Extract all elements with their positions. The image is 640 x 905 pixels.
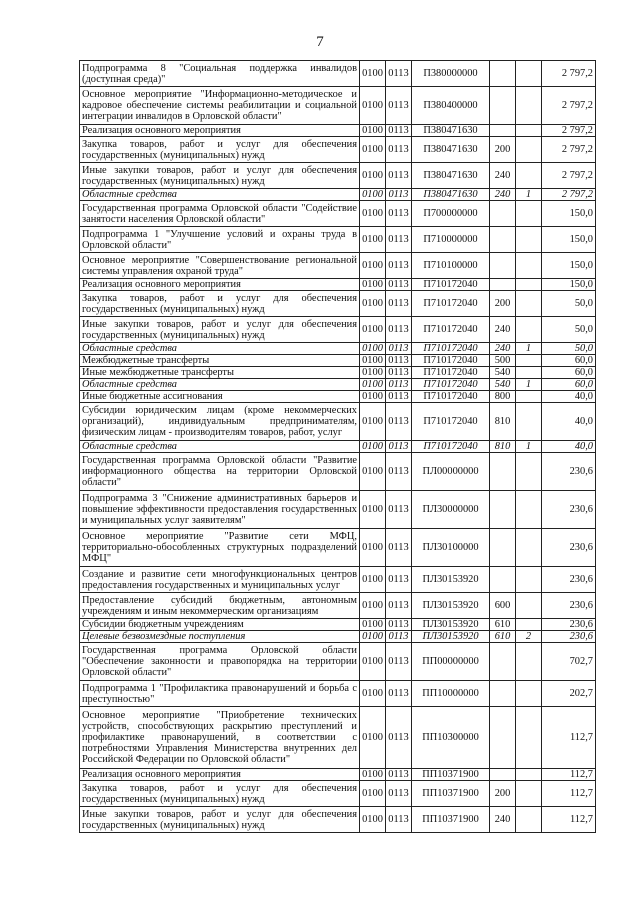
section-code: 0113 <box>386 391 412 403</box>
grbs-code: 0100 <box>360 367 386 379</box>
amount: 150,0 <box>542 253 596 279</box>
item-name: Иные бюджетные ассигнования <box>80 391 360 403</box>
funding-source-code <box>516 87 542 125</box>
funding-source-code: 1 <box>516 379 542 391</box>
section-code: 0113 <box>386 163 412 189</box>
item-name: Закупка товаров, работ и услуг для обеспечения государственных (муниципальных) нужд <box>80 291 360 317</box>
section-code: 0113 <box>386 227 412 253</box>
grbs-code: 0100 <box>360 279 386 291</box>
amount: 60,0 <box>542 367 596 379</box>
section-code: 0113 <box>386 781 412 807</box>
target-article-code: П710172040 <box>412 279 490 291</box>
table-row <box>80 201 596 227</box>
item-name: Предоставление субсидий бюджетным, автономным учреждениям и иным некоммерческим организациям <box>80 593 360 619</box>
funding-source-code <box>516 529 542 567</box>
grbs-code: 0100 <box>360 125 386 137</box>
section-code: 0113 <box>386 567 412 593</box>
item-name: Иные закупки товаров, работ и услуг для обеспечения государственных (муниципальных) нужд <box>80 163 360 189</box>
expense-type-code <box>490 707 516 769</box>
funding-source-code <box>516 137 542 163</box>
table-row <box>80 279 596 291</box>
table-row <box>80 769 596 781</box>
amount: 50,0 <box>542 317 596 343</box>
funding-source-code <box>516 807 542 833</box>
section-code: 0113 <box>386 453 412 491</box>
amount: 2 797,2 <box>542 189 596 201</box>
grbs-code: 0100 <box>360 769 386 781</box>
expense-type-code: 200 <box>490 137 516 163</box>
section-code: 0113 <box>386 367 412 379</box>
section-code: 0113 <box>386 593 412 619</box>
target-article-code: П710172040 <box>412 367 490 379</box>
item-name: Иные закупки товаров, работ и услуг для обеспечения государственных (муниципальных) нужд <box>80 317 360 343</box>
grbs-code: 0100 <box>360 619 386 631</box>
amount: 202,7 <box>542 681 596 707</box>
funding-source-code <box>516 61 542 87</box>
target-article-code: П380471630 <box>412 137 490 163</box>
table-row <box>80 619 596 631</box>
target-article-code: П710172040 <box>412 391 490 403</box>
item-name: Субсидии юридическим лицам (кроме некоммерческих организаций), индивидуальным предпринимателям, физическим лицам - производителям товаров, работ, услуг <box>80 403 360 441</box>
budget-table-body <box>80 61 596 833</box>
grbs-code: 0100 <box>360 355 386 367</box>
item-name: Реализация основного мероприятия <box>80 279 360 291</box>
expense-type-code: 240 <box>490 189 516 201</box>
target-article-code: П380400000 <box>412 87 490 125</box>
section-code: 0113 <box>386 441 412 453</box>
section-code: 0113 <box>386 137 412 163</box>
funding-source-code: 2 <box>516 631 542 643</box>
table-row <box>80 163 596 189</box>
amount: 2 797,2 <box>542 87 596 125</box>
expense-type-code <box>490 125 516 137</box>
section-code: 0113 <box>386 379 412 391</box>
expense-type-code: 240 <box>490 317 516 343</box>
amount: 230,6 <box>542 593 596 619</box>
item-name: Реализация основного мероприятия <box>80 125 360 137</box>
table-row <box>80 807 596 833</box>
target-article-code: ПП10371900 <box>412 807 490 833</box>
amount: 230,6 <box>542 491 596 529</box>
grbs-code: 0100 <box>360 317 386 343</box>
target-article-code: ПЛ30153920 <box>412 631 490 643</box>
budget-table <box>79 60 596 833</box>
funding-source-code <box>516 391 542 403</box>
expense-type-code: 200 <box>490 781 516 807</box>
target-article-code: П380471630 <box>412 125 490 137</box>
table-row <box>80 137 596 163</box>
table-row <box>80 567 596 593</box>
grbs-code: 0100 <box>360 781 386 807</box>
grbs-code: 0100 <box>360 491 386 529</box>
table-row <box>80 379 596 391</box>
expense-type-code <box>490 279 516 291</box>
item-name: Областные средства <box>80 441 360 453</box>
table-row <box>80 125 596 137</box>
funding-source-code: 1 <box>516 343 542 355</box>
section-code: 0113 <box>386 643 412 681</box>
expense-type-code: 500 <box>490 355 516 367</box>
target-article-code: ПП10371900 <box>412 781 490 807</box>
target-article-code: П380471630 <box>412 163 490 189</box>
item-name: Подпрограмма 8 "Социальная поддержка инвалидов (доступная среда)" <box>80 61 360 87</box>
target-article-code: П380000000 <box>412 61 490 87</box>
amount: 2 797,2 <box>542 125 596 137</box>
funding-source-code <box>516 453 542 491</box>
item-name: Областные средства <box>80 343 360 355</box>
target-article-code: ПЛ00000000 <box>412 453 490 491</box>
section-code: 0113 <box>386 253 412 279</box>
funding-source-code <box>516 681 542 707</box>
amount: 230,6 <box>542 567 596 593</box>
grbs-code: 0100 <box>360 137 386 163</box>
target-article-code: ПП10300000 <box>412 707 490 769</box>
funding-source-code <box>516 125 542 137</box>
item-name: Межбюджетные трансферты <box>80 355 360 367</box>
table-row <box>80 189 596 201</box>
item-name: Подпрограмма 1 "Улучшение условий и охраны труда в Орловской области" <box>80 227 360 253</box>
expense-type-code <box>490 87 516 125</box>
section-code: 0113 <box>386 707 412 769</box>
section-code: 0113 <box>386 291 412 317</box>
item-name: Подпрограмма 1 "Профилактика правонарушений и борьба с преступностью" <box>80 681 360 707</box>
item-name: Создание и развитие сети многофункциональных центров предоставления государственных и муниципальных услуг <box>80 567 360 593</box>
section-code: 0113 <box>386 279 412 291</box>
item-name: Закупка товаров, работ и услуг для обеспечения государственных (муниципальных) нужд <box>80 137 360 163</box>
section-code: 0113 <box>386 317 412 343</box>
section-code: 0113 <box>386 681 412 707</box>
amount: 2 797,2 <box>542 163 596 189</box>
grbs-code: 0100 <box>360 189 386 201</box>
grbs-code: 0100 <box>360 441 386 453</box>
section-code: 0113 <box>386 87 412 125</box>
grbs-code: 0100 <box>360 343 386 355</box>
grbs-code: 0100 <box>360 391 386 403</box>
expense-type-code: 540 <box>490 379 516 391</box>
grbs-code: 0100 <box>360 529 386 567</box>
expense-type-code <box>490 769 516 781</box>
funding-source-code <box>516 643 542 681</box>
funding-source-code <box>516 355 542 367</box>
table-row <box>80 87 596 125</box>
table-row <box>80 631 596 643</box>
amount: 230,6 <box>542 453 596 491</box>
funding-source-code: 1 <box>516 441 542 453</box>
grbs-code: 0100 <box>360 227 386 253</box>
amount: 230,6 <box>542 529 596 567</box>
grbs-code: 0100 <box>360 681 386 707</box>
item-name: Основное мероприятие "Информационно-методическое и кадровое обеспечение системы реабилитации и социальной интеграции инвалидов в Орловской области" <box>80 87 360 125</box>
target-article-code: П710172040 <box>412 317 490 343</box>
amount: 150,0 <box>542 227 596 253</box>
grbs-code: 0100 <box>360 87 386 125</box>
table-row <box>80 343 596 355</box>
expense-type-code <box>490 61 516 87</box>
table-row <box>80 681 596 707</box>
expense-type-code <box>490 681 516 707</box>
grbs-code: 0100 <box>360 593 386 619</box>
target-article-code: ПЛ30100000 <box>412 529 490 567</box>
grbs-code: 0100 <box>360 807 386 833</box>
funding-source-code <box>516 403 542 441</box>
grbs-code: 0100 <box>360 707 386 769</box>
expense-type-code: 800 <box>490 391 516 403</box>
funding-source-code: 1 <box>516 189 542 201</box>
item-name: Областные средства <box>80 189 360 201</box>
expense-type-code: 610 <box>490 619 516 631</box>
target-article-code: П710172040 <box>412 291 490 317</box>
table-row <box>80 291 596 317</box>
target-article-code: ПП10000000 <box>412 681 490 707</box>
item-name: Государственная программа Орловской области "Содействие занятости населения Орловской области" <box>80 201 360 227</box>
amount: 40,0 <box>542 403 596 441</box>
amount: 40,0 <box>542 441 596 453</box>
target-article-code: П710000000 <box>412 227 490 253</box>
funding-source-code <box>516 291 542 317</box>
section-code: 0113 <box>386 529 412 567</box>
grbs-code: 0100 <box>360 643 386 681</box>
grbs-code: 0100 <box>360 403 386 441</box>
amount: 230,6 <box>542 631 596 643</box>
table-row <box>80 593 596 619</box>
target-article-code: П710172040 <box>412 343 490 355</box>
item-name: Государственная программа Орловской области "Развитие информационного общества на территории Орловской области" <box>80 453 360 491</box>
target-article-code: П710172040 <box>412 379 490 391</box>
funding-source-code <box>516 279 542 291</box>
item-name: Иные закупки товаров, работ и услуг для обеспечения государственных (муниципальных) нужд <box>80 807 360 833</box>
grbs-code: 0100 <box>360 253 386 279</box>
section-code: 0113 <box>386 807 412 833</box>
grbs-code: 0100 <box>360 61 386 87</box>
amount: 150,0 <box>542 201 596 227</box>
item-name: Реализация основного мероприятия <box>80 769 360 781</box>
table-row <box>80 453 596 491</box>
grbs-code: 0100 <box>360 163 386 189</box>
table-row <box>80 253 596 279</box>
funding-source-code <box>516 781 542 807</box>
item-name: Основное мероприятие "Развитие сети МФЦ, территориально-обособленных структурных подразделений МФЦ" <box>80 529 360 567</box>
table-row <box>80 355 596 367</box>
target-article-code: ПП10371900 <box>412 769 490 781</box>
grbs-code: 0100 <box>360 567 386 593</box>
amount: 702,7 <box>542 643 596 681</box>
table-row <box>80 491 596 529</box>
target-article-code: П380471630 <box>412 189 490 201</box>
section-code: 0113 <box>386 355 412 367</box>
table-row <box>80 403 596 441</box>
amount: 112,7 <box>542 707 596 769</box>
table-row <box>80 391 596 403</box>
item-name: Подпрограмма 3 "Снижение административных барьеров и повышение эффективности предоставления государственных и муниципальных услуг заявителям" <box>80 491 360 529</box>
expense-type-code <box>490 253 516 279</box>
expense-type-code <box>490 201 516 227</box>
funding-source-code <box>516 367 542 379</box>
table-row <box>80 643 596 681</box>
table-row <box>80 227 596 253</box>
funding-source-code <box>516 491 542 529</box>
table-row <box>80 441 596 453</box>
expense-type-code: 540 <box>490 367 516 379</box>
expense-type-code: 240 <box>490 343 516 355</box>
funding-source-code <box>516 163 542 189</box>
item-name: Областные средства <box>80 379 360 391</box>
section-code: 0113 <box>386 189 412 201</box>
item-name: Основное мероприятие "Приобретение технических устройств, способствующих раскрытию преступлений и профилактике правонарушений, в соответствии с потребностями Управления Министерства внутренних дел Российской Федерации по Орловской области" <box>80 707 360 769</box>
target-article-code: П710172040 <box>412 441 490 453</box>
grbs-code: 0100 <box>360 291 386 317</box>
section-code: 0113 <box>386 491 412 529</box>
expense-type-code: 200 <box>490 291 516 317</box>
section-code: 0113 <box>386 61 412 87</box>
expense-type-code: 240 <box>490 163 516 189</box>
target-article-code: ПЛ30000000 <box>412 491 490 529</box>
expense-type-code: 810 <box>490 403 516 441</box>
funding-source-code <box>516 201 542 227</box>
grbs-code: 0100 <box>360 201 386 227</box>
funding-source-code <box>516 227 542 253</box>
section-code: 0113 <box>386 619 412 631</box>
expense-type-code <box>490 643 516 681</box>
expense-type-code <box>490 227 516 253</box>
section-code: 0113 <box>386 201 412 227</box>
table-row <box>80 529 596 567</box>
table-row <box>80 317 596 343</box>
amount: 2 797,2 <box>542 61 596 87</box>
target-article-code: П710100000 <box>412 253 490 279</box>
page-number: 7 <box>316 34 324 50</box>
expense-type-code: 610 <box>490 631 516 643</box>
funding-source-code <box>516 567 542 593</box>
amount: 112,7 <box>542 807 596 833</box>
funding-source-code <box>516 619 542 631</box>
section-code: 0113 <box>386 631 412 643</box>
funding-source-code <box>516 707 542 769</box>
grbs-code: 0100 <box>360 631 386 643</box>
expense-type-code <box>490 491 516 529</box>
section-code: 0113 <box>386 125 412 137</box>
item-name: Закупка товаров, работ и услуг для обеспечения государственных (муниципальных) нужд <box>80 781 360 807</box>
funding-source-code <box>516 317 542 343</box>
amount: 230,6 <box>542 619 596 631</box>
funding-source-code <box>516 253 542 279</box>
expense-type-code <box>490 567 516 593</box>
item-name: Государственная программа Орловской области "Обеспечение законности и правопорядка на территории Орловской области" <box>80 643 360 681</box>
expense-type-code <box>490 529 516 567</box>
target-article-code: ПЛ30153920 <box>412 567 490 593</box>
grbs-code: 0100 <box>360 453 386 491</box>
table-row <box>80 367 596 379</box>
section-code: 0113 <box>386 343 412 355</box>
section-code: 0113 <box>386 769 412 781</box>
expense-type-code <box>490 453 516 491</box>
target-article-code: П700000000 <box>412 201 490 227</box>
target-article-code: П710172040 <box>412 403 490 441</box>
table-row <box>80 61 596 87</box>
amount: 50,0 <box>542 343 596 355</box>
item-name: Основное мероприятие "Совершенствование региональной системы управления охраной труда" <box>80 253 360 279</box>
item-name: Иные межбюджетные трансферты <box>80 367 360 379</box>
target-article-code: П710172040 <box>412 355 490 367</box>
target-article-code: ПП00000000 <box>412 643 490 681</box>
table-row <box>80 781 596 807</box>
section-code: 0113 <box>386 403 412 441</box>
amount: 60,0 <box>542 379 596 391</box>
amount: 112,7 <box>542 781 596 807</box>
grbs-code: 0100 <box>360 379 386 391</box>
amount: 60,0 <box>542 355 596 367</box>
table-row <box>80 707 596 769</box>
item-name: Субсидии бюджетным учреждениям <box>80 619 360 631</box>
funding-source-code <box>516 593 542 619</box>
target-article-code: ПЛ30153920 <box>412 619 490 631</box>
expense-type-code: 240 <box>490 807 516 833</box>
funding-source-code <box>516 769 542 781</box>
target-article-code: ПЛ30153920 <box>412 593 490 619</box>
amount: 50,0 <box>542 291 596 317</box>
amount: 150,0 <box>542 279 596 291</box>
amount: 112,7 <box>542 769 596 781</box>
amount: 40,0 <box>542 391 596 403</box>
expense-type-code: 600 <box>490 593 516 619</box>
item-name: Целевые безвозмездные поступления <box>80 631 360 643</box>
expense-type-code: 810 <box>490 441 516 453</box>
amount: 2 797,2 <box>542 137 596 163</box>
